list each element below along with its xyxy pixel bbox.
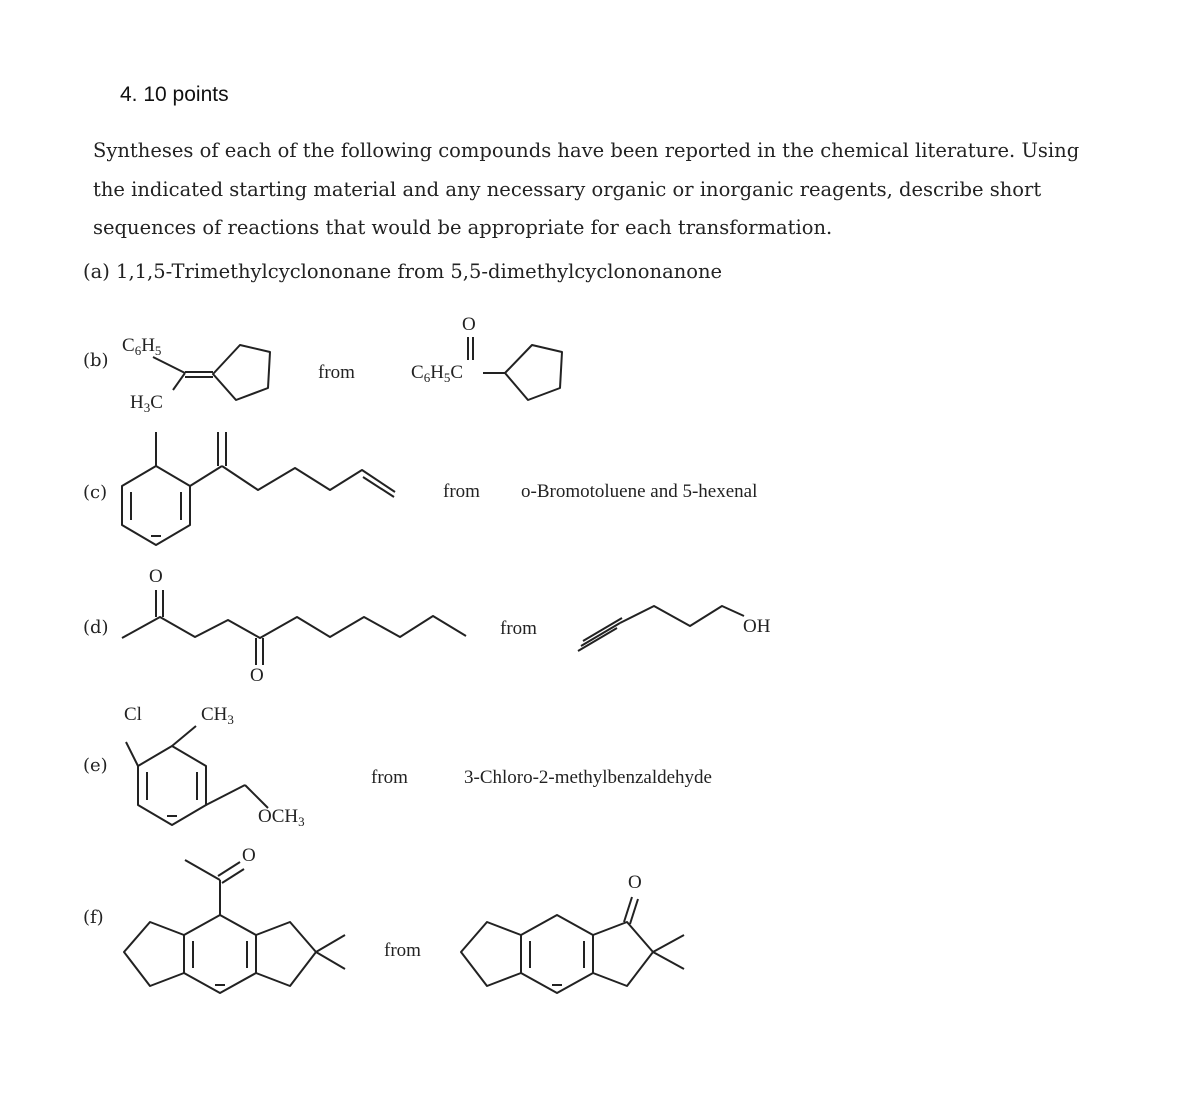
part-d-from: from: [500, 618, 537, 639]
part-c-from: from: [443, 481, 480, 502]
part-c-target-structure: [122, 432, 395, 545]
part-e-label: (e): [83, 755, 108, 776]
part-d-target-structure: [122, 590, 466, 665]
part-b-start-oxygen: O: [462, 314, 476, 335]
part-d-hydroxyl: OH: [743, 616, 771, 637]
question-heading: 4. 10 points: [120, 83, 229, 106]
part-e-target-structure: [126, 726, 268, 825]
part-f-target-structure: [124, 860, 345, 993]
part-c-starting-material: o-Bromotoluene and 5-hexenal: [521, 481, 758, 502]
part-d-start-structure: [578, 606, 744, 651]
part-a-text: (a) 1,1,5-Trimethylcyclononane from 5,5-dimethylcyclononanone: [83, 260, 723, 283]
intro-line: sequences of reactions that would be appropriate for each transformation.: [93, 216, 833, 239]
part-e-methyl: $CH_3$: [201, 704, 234, 727]
part-f-start-structure: [461, 897, 684, 993]
part-b-start-c6h5c: $C_6H_5C$: [411, 362, 464, 385]
part-e-from: from: [371, 767, 408, 788]
part-d-label: (d): [83, 617, 109, 638]
part-b-target-structure: [153, 345, 270, 400]
intro-line: the indicated starting material and any necessary organic or inorganic reagents, describe short: [93, 177, 1042, 201]
intro-line: Syntheses of each of the following compounds have been reported in the chemical literature. Using: [93, 139, 1080, 162]
part-b-label: (b): [83, 350, 109, 371]
part-d-oxygen-bottom: O: [250, 665, 264, 686]
part-b-start-structure: [468, 337, 562, 400]
part-e-chloro: Cl: [124, 704, 142, 725]
part-e-methoxy: $OCH_3$: [258, 806, 305, 829]
part-f-target-oxygen: O: [242, 845, 256, 866]
part-b-from: from: [318, 362, 355, 383]
part-e-starting-material: 3-Chloro-2-methylbenzaldehyde: [464, 767, 712, 788]
part-b-target-h3c: $H_3C$: [130, 392, 163, 415]
part-c-label: (c): [83, 482, 108, 503]
part-f-from: from: [384, 940, 421, 961]
part-d-oxygen-top: O: [149, 566, 163, 587]
part-f-label: (f): [83, 907, 104, 928]
part-b-target-c6h5: $C_6H_5$: [122, 335, 162, 358]
part-f-start-oxygen: O: [628, 872, 642, 893]
